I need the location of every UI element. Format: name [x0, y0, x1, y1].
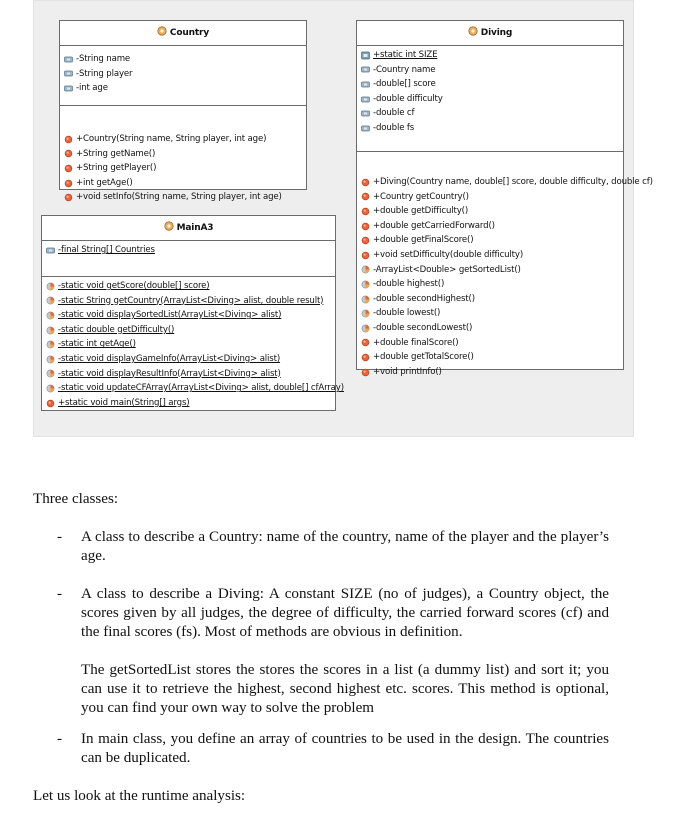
method-row: -static void displaySortedList(ArrayList<Diving> alist) [42, 308, 335, 323]
method-row: +double getTotalScore() [357, 350, 623, 365]
private-method-icon [361, 309, 370, 318]
private-field-icon [64, 69, 73, 78]
public-method-icon [361, 368, 370, 377]
method-row: +Diving(Country name, double[] score, double difficulty, double cf) [357, 175, 623, 190]
country-class-box[interactable] [59, 20, 307, 203]
bullet-dash: - [57, 731, 63, 747]
private-method-icon [46, 369, 55, 378]
bullet-dash: - [57, 586, 63, 602]
sorted-list-paragraph: The getSortedList stores the stores the scores in a list (a dummy list) and sort it; you can use it to retrieve the highest, second highest etc. scores. This method is optional, you can find your own way to solve the problem [81, 662, 609, 716]
main-class-box[interactable] [41, 215, 344, 411]
public-static-field-icon [361, 51, 370, 60]
public-method-icon [361, 338, 370, 347]
public-method-icon [361, 251, 370, 260]
private-field-icon [361, 95, 370, 104]
class-icon [164, 221, 174, 231]
method-row: +String getName() [60, 147, 306, 162]
public-method-icon [64, 179, 73, 188]
private-field-icon [64, 55, 73, 64]
private-field-icon [361, 65, 370, 74]
country-class-title: Country [169, 28, 210, 38]
field-row: -double difficulty [357, 92, 623, 107]
diving-fields-section [357, 46, 623, 152]
main-class-title: MainA3 [176, 223, 214, 233]
method-row: -static double getDifficulty() [42, 323, 335, 338]
public-method-icon [64, 149, 73, 158]
public-method-icon [64, 135, 73, 144]
public-method-icon [361, 178, 370, 187]
method-row: -double secondHighest() [357, 292, 623, 307]
method-row: +double getFinalScore() [357, 233, 623, 248]
method-row: +void printInfo() [357, 365, 623, 380]
private-method-icon [361, 280, 370, 289]
private-method-icon [46, 384, 55, 393]
bullet-main-text: In main class, you define an array of countries to be used in the design. The countries can be duplicated. [81, 731, 609, 766]
public-method-icon [46, 399, 55, 408]
private-method-icon [46, 355, 55, 364]
method-row: -double secondLowest() [357, 321, 623, 336]
method-row: -static void displayResultInfo(ArrayList<Diving> alist) [42, 367, 335, 382]
private-method-icon [361, 265, 370, 274]
private-method-icon [46, 311, 55, 320]
method-row: -static String getCountry(ArrayList<Diving> alist, double result) [42, 294, 335, 309]
field-row: +static int SIZE [357, 48, 623, 63]
method-row: -static void updateCFArray(ArrayList<Diving> alist, double[] cfArray) [42, 381, 335, 396]
bullet-country-text: A class to describe a Country: name of the country, name of the player and the player’s age. [81, 529, 609, 564]
field-row: -double fs [357, 121, 623, 136]
main-class-header [42, 216, 335, 241]
outro-paragraph: Let us look at the runtime analysis: [33, 788, 246, 804]
method-row: -double lowest() [357, 306, 623, 321]
public-method-icon [361, 353, 370, 362]
private-field-icon [46, 246, 55, 255]
class-icon [468, 26, 478, 36]
method-row: +String getPlayer() [60, 161, 306, 176]
private-field-icon [64, 84, 73, 93]
private-method-icon [46, 326, 55, 335]
method-row: +double getDifficulty() [357, 204, 623, 219]
bullet-dash: - [57, 529, 63, 545]
public-method-icon [361, 236, 370, 245]
private-field-icon [361, 80, 370, 89]
field-row: -Country name [357, 63, 623, 78]
main-methods-section [42, 277, 344, 410]
intro-paragraph: Three classes: [33, 491, 119, 507]
diving-class-header [357, 21, 623, 46]
private-method-icon [46, 296, 55, 305]
public-method-icon [361, 207, 370, 216]
method-row: +Country(String name, String player, int age) [60, 132, 306, 147]
private-field-icon [361, 109, 370, 118]
diving-class-box[interactable] [356, 20, 653, 377]
method-row: -static void getScore(double[] score) [42, 279, 335, 294]
private-field-icon [361, 124, 370, 133]
bullet-diving-text: A class to describe a Diving: A constant SIZE (no of judges), a Country object, the scores given by all judges, the degree of difficulty, the carried forward scores (cf) and the final scores (fs). Most of methods are obvious in definition. [81, 586, 609, 640]
field-row: -String player [60, 67, 306, 82]
public-method-icon [361, 222, 370, 231]
method-row: -double highest() [357, 277, 623, 292]
private-method-icon [361, 295, 370, 304]
field-row: -double[] score [357, 77, 623, 92]
method-row: -static int getAge() [42, 337, 335, 352]
uml-diagram [33, 0, 653, 437]
method-row: +double finalScore() [357, 336, 623, 351]
method-row: +void setDifficulty(double difficulty) [357, 248, 623, 263]
diving-class-title: Diving [480, 28, 513, 38]
method-row: +static void main(String[] args) [42, 396, 335, 411]
private-method-icon [46, 340, 55, 349]
method-row: -ArrayList<Double> getSortedList() [357, 263, 623, 278]
method-row: +Country getCountry() [357, 190, 623, 205]
method-row: +void setInfo(String name, String player, int age) [60, 190, 306, 205]
private-method-icon [361, 324, 370, 333]
method-row: -static void displayGameInfo(ArrayList<Diving> alist) [42, 352, 335, 367]
country-methods-section [60, 106, 306, 205]
method-row: +double getCarriedForward() [357, 219, 623, 234]
field-row: -final String[] Countries [42, 243, 335, 258]
public-method-icon [361, 192, 370, 201]
diving-methods-section [357, 152, 653, 379]
private-method-icon [46, 282, 55, 291]
field-row: -double cf [357, 106, 623, 121]
country-fields-section [60, 46, 306, 106]
public-method-icon [64, 193, 73, 202]
class-icon [157, 26, 167, 36]
field-row: -int age [60, 81, 306, 96]
field-row: -String name [60, 52, 306, 67]
method-row: +int getAge() [60, 176, 306, 191]
country-class-header [60, 21, 306, 46]
main-fields-section [42, 241, 335, 277]
public-method-icon [64, 164, 73, 173]
